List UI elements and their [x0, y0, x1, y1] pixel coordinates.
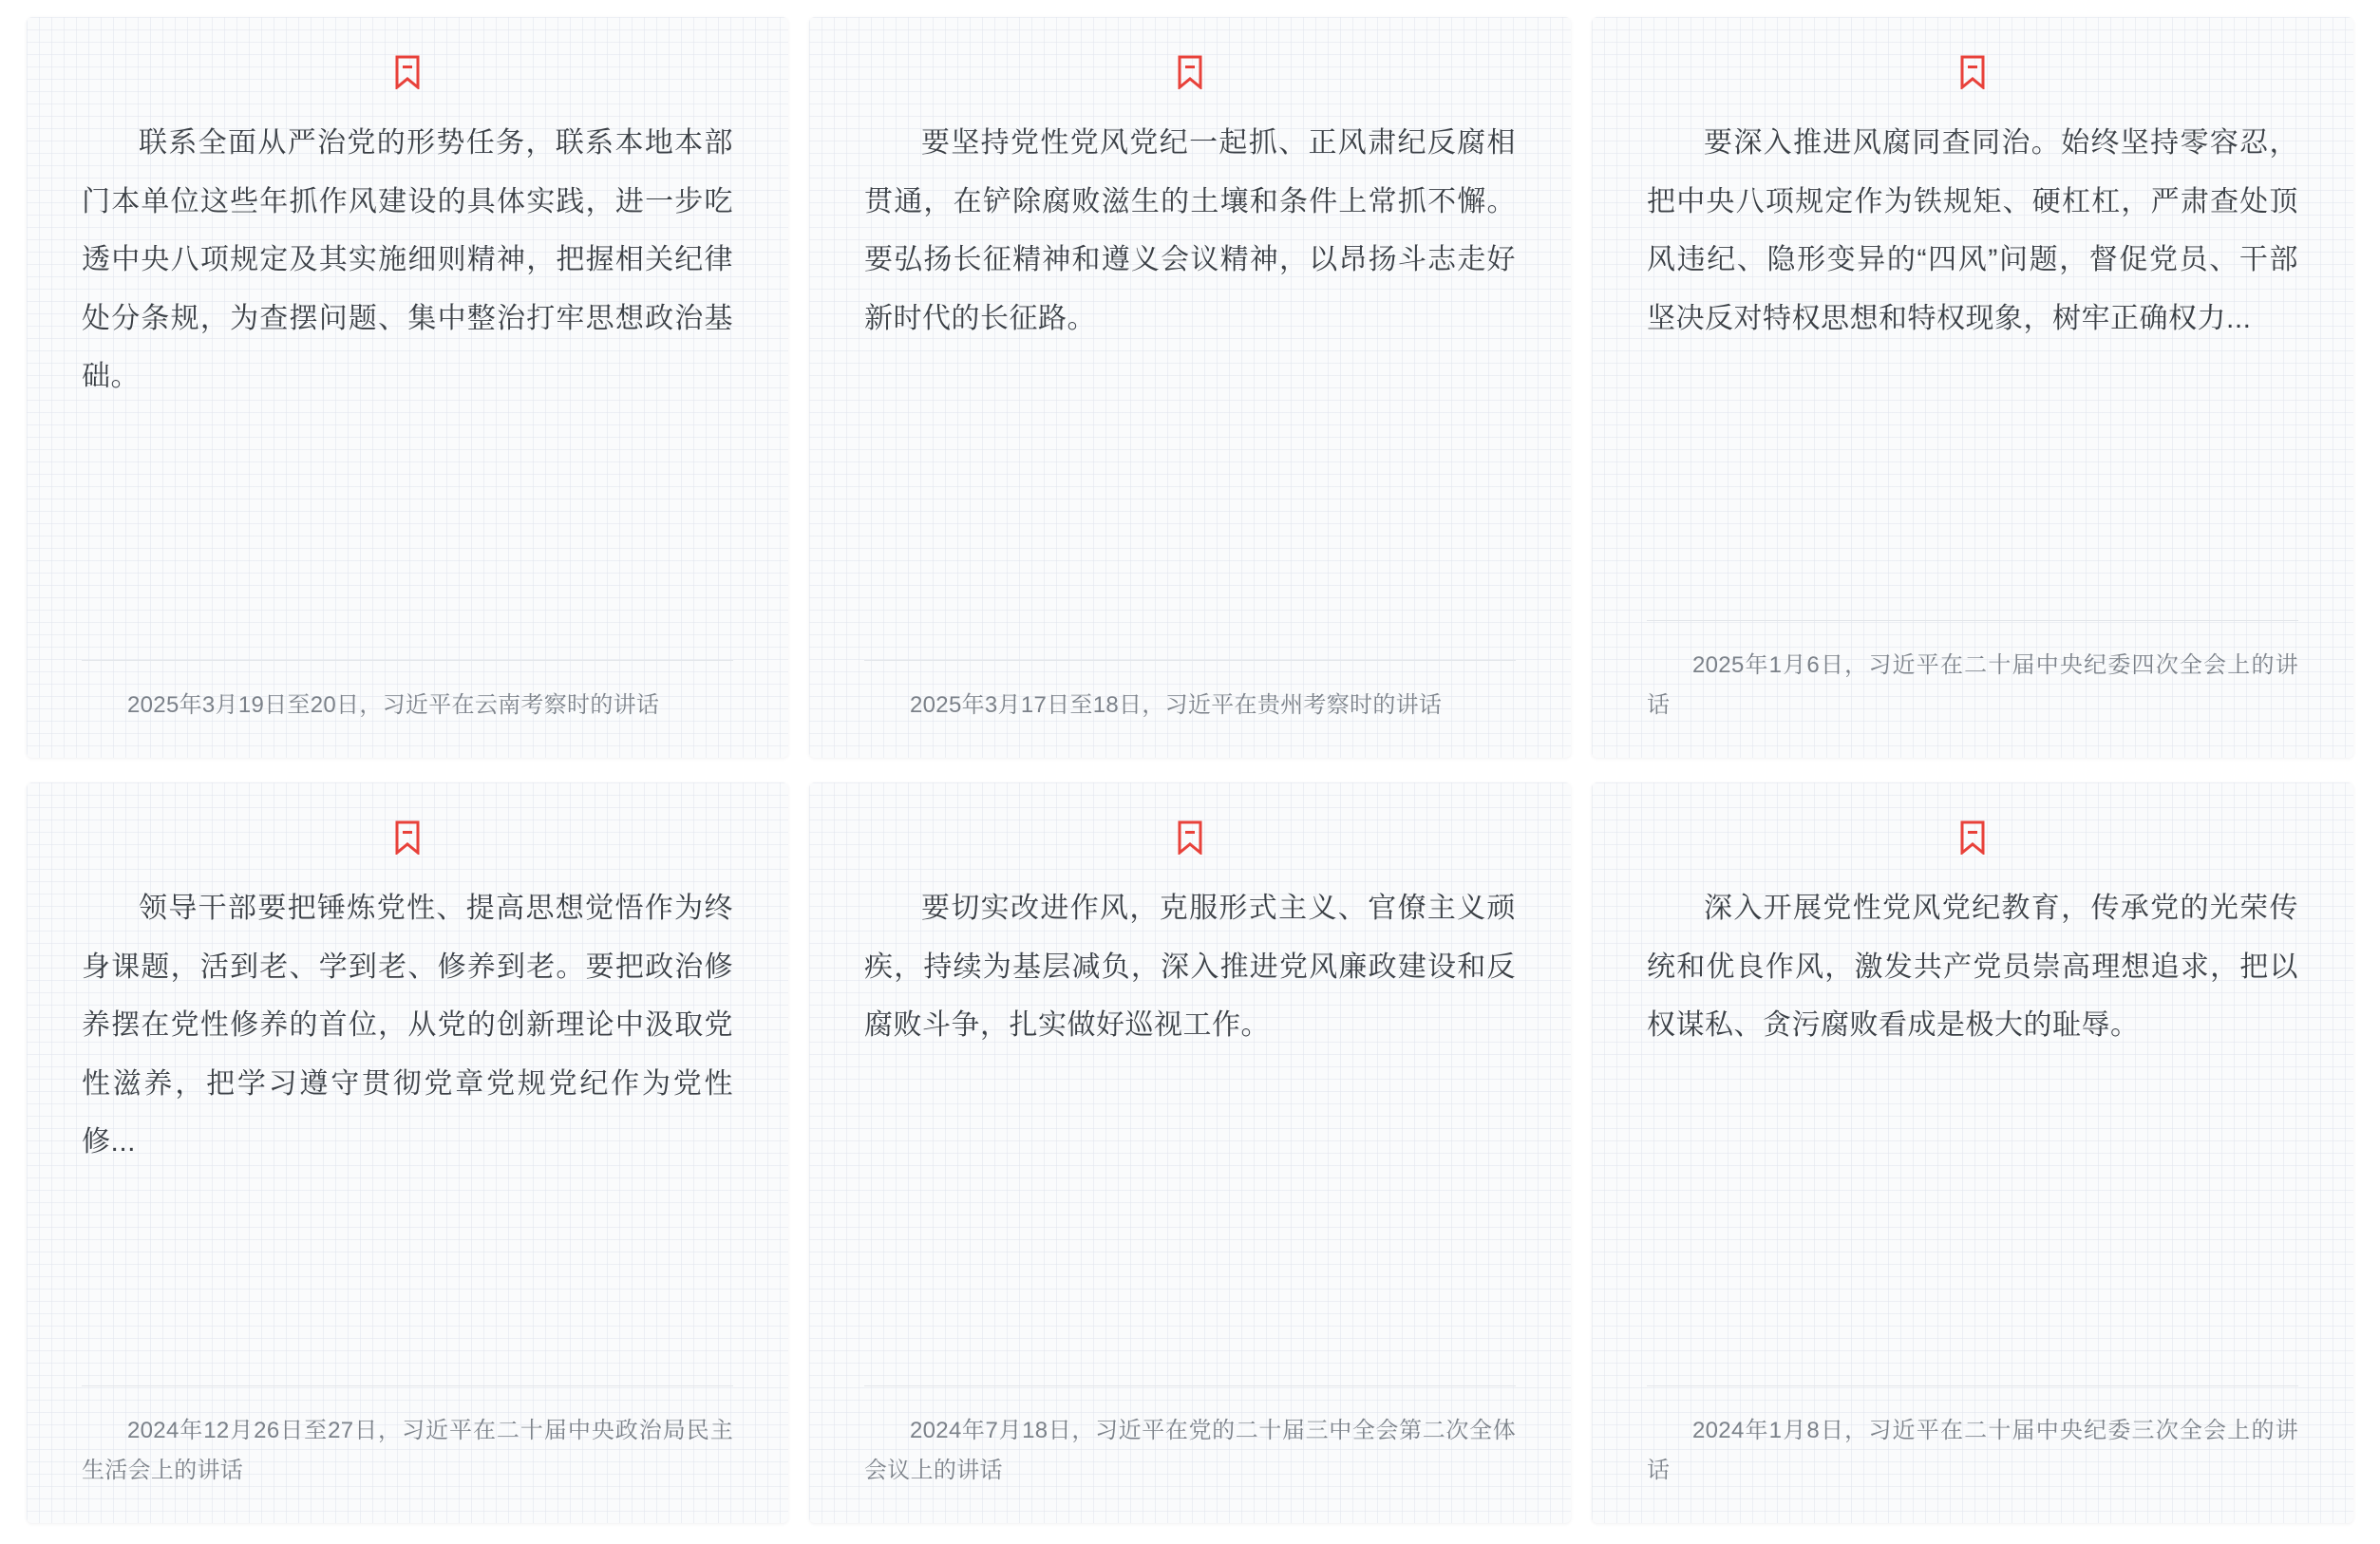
spacer: [1647, 1055, 2298, 1386]
spacer: [82, 1172, 733, 1386]
quote-source: 2025年3月17日至18日，习近平在贵州考察时的讲话: [910, 692, 1443, 718]
spacer: [864, 1055, 1516, 1386]
bookmark-icon: [864, 820, 1516, 855]
quote-source: 2025年3月19日至20日，习近平在云南考察时的讲话: [127, 692, 660, 718]
quote-text: 深入开展党性党风党纪教育，传承党的光荣传统和优良作风，激发共产党员崇高理想追求，把以权谋私、贪污腐败看成是极大的耻辱。: [1647, 893, 2298, 1041]
divider: [82, 660, 733, 661]
bookmark-icon: [82, 820, 733, 855]
bookmark-icon: [864, 55, 1516, 89]
quote-card[interactable]: [809, 782, 1571, 1523]
divider: [1647, 1385, 2298, 1386]
quote-text: 领导干部要把锤炼党性、提高思想觉悟作为终身课题，活到老、学到老、修养到老。要把政治修养摆在党性修养的首位，从党的创新理论中汲取党性滋养，把学习遵守贯彻党章党规党纪作为党性修...: [82, 893, 733, 1158]
bookmark-icon: [1647, 55, 2298, 89]
spacer: [1647, 348, 2298, 620]
divider: [864, 660, 1516, 661]
quote-text: 联系全面从严治党的形势任务，联系本地本部门本单位这些年抓作风建设的具体实践，进一步吃透中央八项规定及其实施细则精神，把握相关纪律处分条规，为查摆问题、集中整治打牢思想政治基础。: [82, 127, 733, 392]
divider: [864, 1385, 1516, 1386]
quote-card[interactable]: [1592, 17, 2353, 758]
quote-card[interactable]: [809, 17, 1571, 758]
spacer: [82, 406, 733, 661]
bookmark-icon: [1647, 820, 2298, 855]
divider: [82, 1385, 733, 1386]
spacer: [864, 348, 1516, 660]
quote-source: 2024年7月18日，习近平在党的二十届三中全会第二次全体会议上的讲话: [864, 1418, 1516, 1483]
quote-card[interactable]: [27, 782, 788, 1523]
bookmark-icon: [82, 55, 733, 89]
quote-text: 要切实改进作风，克服形式主义、官僚主义顽疾，持续为基层减负，深入推进党风廉政建设和反腐败斗争，扎实做好巡视工作。: [864, 893, 1516, 1041]
quote-card[interactable]: [27, 17, 788, 758]
quote-source: 2024年1月8日，习近平在二十届中央纪委三次全会上的讲话: [1647, 1418, 2298, 1483]
divider: [1647, 620, 2298, 621]
quote-text: 要深入推进风腐同查同治。始终坚持零容忍，把中央八项规定作为铁规矩、硬杠杠，严肃查处顶风违纪、隐形变异的“四风”问题，督促党员、干部坚决反对特权思想和特权现象，树牢正确权力...: [1647, 127, 2298, 334]
quote-source: 2024年12月26日至27日，习近平在二十届中央政治局民主生活会上的讲话: [82, 1418, 733, 1483]
quote-card[interactable]: [1592, 782, 2353, 1523]
quote-text: 要坚持党性党风党纪一起抓、正风肃纪反腐相贯通，在铲除腐败滋生的土壤和条件上常抓不懈。要弘扬长征精神和遵义会议精神，以昂扬斗志走好新时代的长征路。: [864, 127, 1516, 334]
quote-source: 2025年1月6日，习近平在二十届中央纪委四次全会上的讲话: [1647, 652, 2298, 718]
